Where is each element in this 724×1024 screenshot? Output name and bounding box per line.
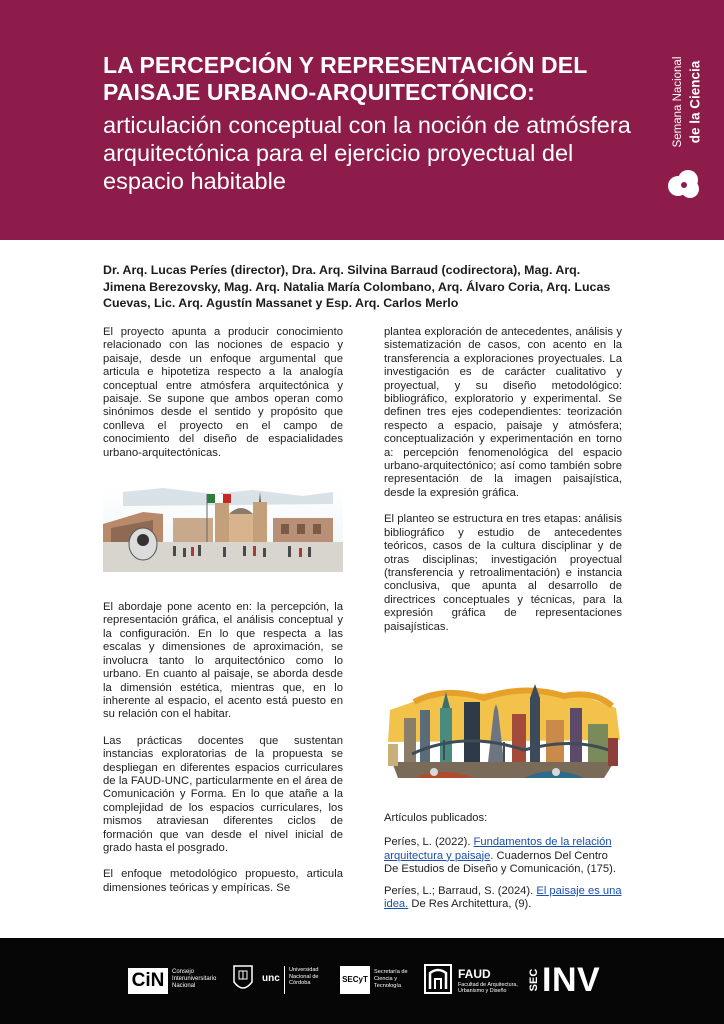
reference-2 — [384, 885, 622, 912]
reference-1-authors: Períes, L. (2022). — [384, 836, 474, 849]
unc-divider — [284, 966, 285, 994]
reference-2-source: De Res Architettura, (9). — [408, 898, 532, 911]
faud-mark: FAUD — [458, 967, 491, 981]
reference-1-link[interactable]: Fundamentos de la relación arquitectura y paisaje — [384, 836, 612, 862]
secyt-text: Secretaría de Ciencia y Tecnología — [374, 969, 408, 989]
unc-text: Universidad Nacional de Córdoba — [289, 967, 319, 987]
reference-1 — [384, 836, 622, 876]
reference-2-authors: Períes, L.; Barraud, S. (2024). — [384, 885, 537, 898]
zocalo-sketch-image — [103, 484, 343, 572]
authors-list: Dr. Arq. Lucas Períes (director), Dra. Arq. Silvina Barraud (codirectora), Mag. Arq. Jimena Berezovsky, Mag. Arq. Natalia María Colombano, Arq. Álvaro Coria, Arq. Lucas Cuevas, Lic. Arq. Agustín Massanet y Esp. Arq. Carlos Merlo — [103, 263, 611, 311]
unc-seal-icon — [232, 964, 254, 994]
logo-line-2: de la Ciencia — [687, 60, 703, 144]
cin-text: Consejo Interuniversitario Nacional — [172, 969, 217, 989]
faud-mark-icon — [423, 963, 453, 995]
semana-ciencia-mark-icon — [667, 168, 701, 200]
header-banner — [0, 0, 724, 240]
paragraph-intro: El proyecto apunta a producir conocimiento relacionado con las nociones de espacio y paisaje, desde un enfoque argumental que articula e hipotetiza respecto a la analogía conceptual entre atmósfera arquitectónica y paisaje. Se supone que ambos operan como sinónimos desde el sentido y propósito que conlleva el proyecto en el campo de conocimiento del diseño de espacialidades urbano-arquitectónicas. — [103, 326, 343, 459]
secyt-mark: SECyT — [340, 966, 370, 994]
references — [384, 812, 622, 921]
paragraph-plantea: plantea exploración de antecedentes, análisis y sistematización de casos, con acento en la transferencia a exploraciones proyectuales. La investigación es de carácter cualitativo y proyectual, y su diseño metodológico: bibliográfico, exploratorio y experimental. Se definen tres ejes codependientes: teorización respecto a espacio, paisaje y atmósfera; conceptualización y experimentación en torno a: percepción fenomenológica del espacio urbano-arquitectónico; así como también sobre representación de la imagen paisajística, desde la expresión gráfica. — [384, 326, 622, 499]
references-heading: Artículos publicados: — [384, 812, 488, 824]
reference-2-link[interactable]: El paisaje es una idea. — [384, 885, 622, 911]
unc-mark: unc — [262, 973, 280, 984]
city-collage-image — [384, 680, 622, 790]
left-column — [103, 326, 343, 908]
cin-mark: CiN — [128, 968, 168, 994]
poster-title: LA PERCEPCIÓN Y REPRESENTACIÓN DEL PAISAJE URBANO-ARQUITECTÓNICO: — [103, 52, 587, 105]
right-column — [384, 326, 622, 647]
paragraph-practicas: Las prácticas docentes que sustentan instancias exploratorias de la propuesta se despliegan en diferentes espacios curriculares de la FAUD-UNC, particularmente en el área de Comunicación y Forma. En lo que atañe a la complejidad de los espacios curriculares, los mismos atraviesan diferentes ciclos de formación que van desde el nivel inicial de grado hasta el posgrado. — [103, 734, 343, 854]
logo-line-1: Semana Nacional — [672, 56, 684, 148]
paragraph-enfoque: El enfoque metodológico propuesto, articula dimensiones teóricas y empíricas. Se — [103, 868, 343, 894]
reference-1-source: . Cuadernos Del Centro De Estudios de Diseño y Comunicación, (175). — [384, 849, 616, 875]
paragraph-abordaje: El abordaje pone acento en: la percepción, la representación gráfica, el análisis conceptual y la configuración. En lo que respecta a las escalas y dimensiones de aproximación, se involucra tanto lo arquitectónico como lo urbano. En cuanto al paisaje, se aborda desde la dimensión estética, mientras que, en lo inherente al espacio, el acento está puesto en su relación con el habitar. — [103, 601, 343, 721]
poster-subtitle: articulación conceptual con la noción de atmósfera arquitectónica para el ejercicio proyectual del espacio habitable — [103, 112, 631, 194]
paragraph-etapas: El planteo se estructura en tres etapas: análisis bibliográfico y estudio de antecedentes teóricos, casos de la cultura disciplinar y de otras disciplinas; investigación proyectual (transferencia y retroalimentación) e instancia conclusiva, que apunta al desarrollo de directrices conceptuales y técnicas, para la expresión gráfica de representaciones paisajísticas. — [384, 513, 622, 633]
semana-ciencia-logo — [663, 40, 711, 200]
sec-vertical-label: SEC — [528, 968, 540, 992]
inv-mark: INV — [542, 961, 601, 999]
faud-text: Facultad de Arquitectura, Urbanismo y Diseño — [458, 982, 518, 995]
